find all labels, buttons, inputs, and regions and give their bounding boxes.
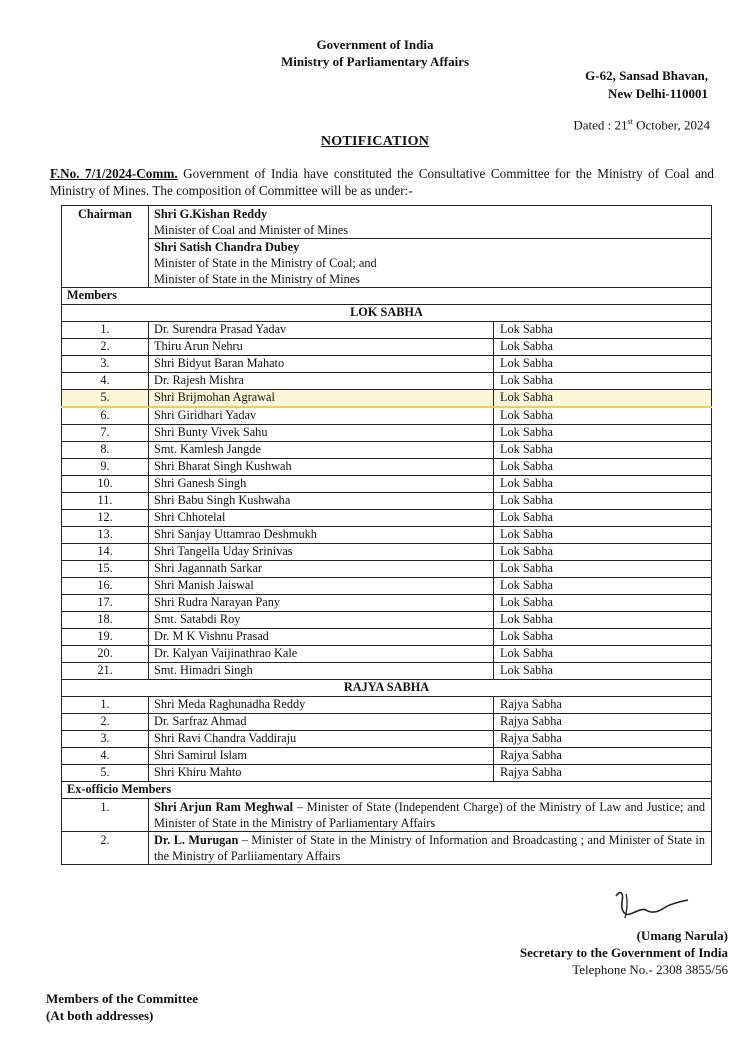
member-name: Shri Brijmohan Agrawal xyxy=(149,390,494,408)
member-house: Lok Sabha xyxy=(494,578,712,595)
table-row xyxy=(62,646,712,663)
member-name: Shri Khiru Mahto xyxy=(149,765,494,782)
chairman-cell xyxy=(149,206,712,239)
header-ministry: Ministry of Parliamentary Affairs xyxy=(280,54,470,69)
exofficio-desc: – Minister of State in the Ministry of Information and Broadcasting ; and Minister of State in the Ministry of Parliiamentary Affairs xyxy=(154,833,705,863)
exofficio-row xyxy=(62,799,712,832)
table-row xyxy=(62,493,712,510)
member-name: Shri Bidyut Baran Mahato xyxy=(149,356,494,373)
member-name: Smt. Kamlesh Jangde xyxy=(149,442,494,459)
member-name: Dr. Rajesh Mishra xyxy=(149,373,494,390)
serial-number: 2. xyxy=(62,714,149,731)
member-house: Rajya Sabha xyxy=(494,765,712,782)
serial-number: 19. xyxy=(62,629,149,646)
serial-number: 15. xyxy=(62,561,149,578)
table-row xyxy=(62,663,712,680)
serial-number: 1. xyxy=(62,697,149,714)
serial-number: 5. xyxy=(62,765,149,782)
serial-number: 9. xyxy=(62,459,149,476)
exofficio-desc: – Minister of State (Independent Charge) of the Ministry of Law and Justice; and Minister of State in the Ministry of Parliamentary Affairs xyxy=(154,800,705,830)
footer-block xyxy=(46,990,198,1024)
dated-suffix: October, 2024 xyxy=(632,117,710,133)
serial-number: 14. xyxy=(62,544,149,561)
table-row xyxy=(62,442,712,459)
table-row xyxy=(62,407,712,425)
member-name: Dr. Sarfraz Ahmad xyxy=(149,714,494,731)
table-row xyxy=(62,339,712,356)
chairman2-desc-2: Minister of State in the Ministry of Mines xyxy=(154,272,360,286)
member-house: Rajya Sabha xyxy=(494,748,712,765)
chairman2-desc-1: Minister of State in the Ministry of Coal; and xyxy=(154,256,377,270)
chairman2-name: Shri Satish Chandra Dubey xyxy=(154,240,300,254)
serial-number: 13. xyxy=(62,527,149,544)
member-name: Shri Giridhari Yadav xyxy=(149,407,494,425)
table-row xyxy=(62,561,712,578)
member-house: Rajya Sabha xyxy=(494,714,712,731)
member-house: Lok Sabha xyxy=(494,612,712,629)
table-row xyxy=(62,578,712,595)
chairman-name: Shri G.Kishan Reddy xyxy=(154,207,268,221)
member-name: Shri Bunty Vivek Sahu xyxy=(149,425,494,442)
intro-paragraph xyxy=(50,165,714,199)
serial-number: 21. xyxy=(62,663,149,680)
lok-sabha-heading: LOK SABHA xyxy=(62,305,712,322)
table-row xyxy=(62,697,712,714)
member-house: Lok Sabha xyxy=(494,527,712,544)
chairman2-cell xyxy=(149,239,712,288)
serial-number: 2. xyxy=(62,832,149,865)
member-house: Lok Sabha xyxy=(494,425,712,442)
notification-title: NOTIFICATION xyxy=(320,134,430,149)
address-block xyxy=(585,67,708,103)
serial-number: 7. xyxy=(62,425,149,442)
exofficio-name: Dr. L. Murugan xyxy=(154,833,239,847)
member-house: Rajya Sabha xyxy=(494,697,712,714)
serial-number: 8. xyxy=(62,442,149,459)
serial-number: 1. xyxy=(62,799,149,832)
member-name: Shri Babu Singh Kushwaha xyxy=(149,493,494,510)
member-house: Lok Sabha xyxy=(494,373,712,390)
member-name: Smt. Satabdi Roy xyxy=(149,612,494,629)
member-house: Lok Sabha xyxy=(494,476,712,493)
member-house: Lok Sabha xyxy=(494,339,712,356)
serial-number: 17. xyxy=(62,595,149,612)
chairman-desc: Minister of Coal and Minister of Mines xyxy=(154,223,348,237)
member-name: Shri Jagannath Sarkar xyxy=(149,561,494,578)
exofficio-cell xyxy=(149,799,712,832)
lok-sabha-heading-row xyxy=(62,305,712,322)
exofficio-label-row xyxy=(62,782,712,799)
signatory-telephone: Telephone No.- 2308 3855/56 xyxy=(572,962,728,977)
footer-line-1: Members of the Committee xyxy=(46,991,198,1006)
member-name: Shri Chhotelal xyxy=(149,510,494,527)
member-name: Shri Tangella Uday Srinivas xyxy=(149,544,494,561)
address-line-2: New Delhi-110001 xyxy=(607,86,708,101)
member-house: Lok Sabha xyxy=(494,595,712,612)
member-house: Lok Sabha xyxy=(494,442,712,459)
member-name: Dr. Kalyan Vaijinathrao Kale xyxy=(149,646,494,663)
exofficio-cell xyxy=(149,832,712,865)
serial-number: 16. xyxy=(62,578,149,595)
table-row xyxy=(62,612,712,629)
exofficio-name: Shri Arjun Ram Meghwal xyxy=(154,800,294,814)
table-row xyxy=(62,356,712,373)
member-house: Lok Sabha xyxy=(494,561,712,578)
table-row xyxy=(62,510,712,527)
member-house: Lok Sabha xyxy=(494,459,712,476)
serial-number: 4. xyxy=(62,748,149,765)
serial-number: 1. xyxy=(62,322,149,339)
table-row xyxy=(62,527,712,544)
table-row xyxy=(62,714,712,731)
table-row xyxy=(62,425,712,442)
member-name: Shri Meda Raghunadha Reddy xyxy=(149,697,494,714)
serial-number: 11. xyxy=(62,493,149,510)
serial-number: 10. xyxy=(62,476,149,493)
member-house: Lok Sabha xyxy=(494,390,712,408)
table-row xyxy=(62,476,712,493)
member-name: Dr. Surendra Prasad Yadav xyxy=(149,322,494,339)
serial-number: 20. xyxy=(62,646,149,663)
member-house: Lok Sabha xyxy=(494,544,712,561)
footer-line-2: (At both addresses) xyxy=(46,1008,154,1023)
committee-table-body xyxy=(62,206,712,865)
member-house: Lok Sabha xyxy=(494,407,712,425)
member-house: Lok Sabha xyxy=(494,663,712,680)
member-name: Shri Samirul Islam xyxy=(149,748,494,765)
chairman-row xyxy=(62,206,712,239)
intro-text: Government of India have constituted the Consultative Committee for the Ministry of Coal and Ministry of Mines. The composition of Committee will be as under:- xyxy=(50,166,714,198)
member-house: Lok Sabha xyxy=(494,493,712,510)
table-row xyxy=(62,731,712,748)
chairman-label: Chairman xyxy=(62,206,149,288)
member-name: Thiru Arun Nehru xyxy=(149,339,494,356)
signatory-name: (Umang Narula) xyxy=(636,928,728,943)
member-name: Smt. Himadri Singh xyxy=(149,663,494,680)
member-name: Shri Ravi Chandra Vaddiraju xyxy=(149,731,494,748)
chairman2-row xyxy=(62,239,712,288)
address-line-1: G-62, Sansad Bhavan, xyxy=(585,68,708,83)
table-row xyxy=(62,765,712,782)
rajya-sabha-heading-row xyxy=(62,680,712,697)
members-label-row xyxy=(62,288,712,305)
header-govt: Government of India xyxy=(316,37,434,52)
signatory-designation: Secretary to the Government of India xyxy=(519,945,728,960)
serial-number: 18. xyxy=(62,612,149,629)
table-row xyxy=(62,322,712,339)
member-name: Shri Sanjay Uttamrao Deshmukh xyxy=(149,527,494,544)
table-row xyxy=(62,373,712,390)
dated-prefix: Dated : 21 xyxy=(573,117,628,133)
members-label: Members xyxy=(62,288,712,305)
table-row xyxy=(62,390,712,408)
member-house: Lok Sabha xyxy=(494,646,712,663)
member-house: Lok Sabha xyxy=(494,629,712,646)
table-row xyxy=(62,459,712,476)
member-name: Shri Bharat Singh Kushwah xyxy=(149,459,494,476)
dated-line xyxy=(573,117,710,133)
member-name: Shri Ganesh Singh xyxy=(149,476,494,493)
serial-number: 2. xyxy=(62,339,149,356)
signatory-block xyxy=(520,927,728,978)
committee-table xyxy=(61,205,712,865)
member-name: Dr. M K Vishnu Prasad xyxy=(149,629,494,646)
serial-number: 3. xyxy=(62,731,149,748)
exofficio-row xyxy=(62,832,712,865)
member-house: Lok Sabha xyxy=(494,356,712,373)
serial-number: 6. xyxy=(62,407,149,425)
serial-number: 5. xyxy=(62,390,149,408)
member-house: Lok Sabha xyxy=(494,322,712,339)
table-row xyxy=(62,595,712,612)
rajya-sabha-heading: RAJYA SABHA xyxy=(62,680,712,697)
serial-number: 3. xyxy=(62,356,149,373)
serial-number: 12. xyxy=(62,510,149,527)
table-row xyxy=(62,629,712,646)
member-house: Rajya Sabha xyxy=(494,731,712,748)
member-house: Lok Sabha xyxy=(494,510,712,527)
file-number: F.No. 7/1/2024-Comm. xyxy=(50,166,178,181)
table-row xyxy=(62,544,712,561)
serial-number: 4. xyxy=(62,373,149,390)
dated-sup: st xyxy=(627,117,633,126)
member-name: Shri Rudra Narayan Pany xyxy=(149,595,494,612)
member-name: Shri Manish Jaiswal xyxy=(149,578,494,595)
table-row xyxy=(62,748,712,765)
exofficio-label: Ex-officio Members xyxy=(62,782,712,799)
